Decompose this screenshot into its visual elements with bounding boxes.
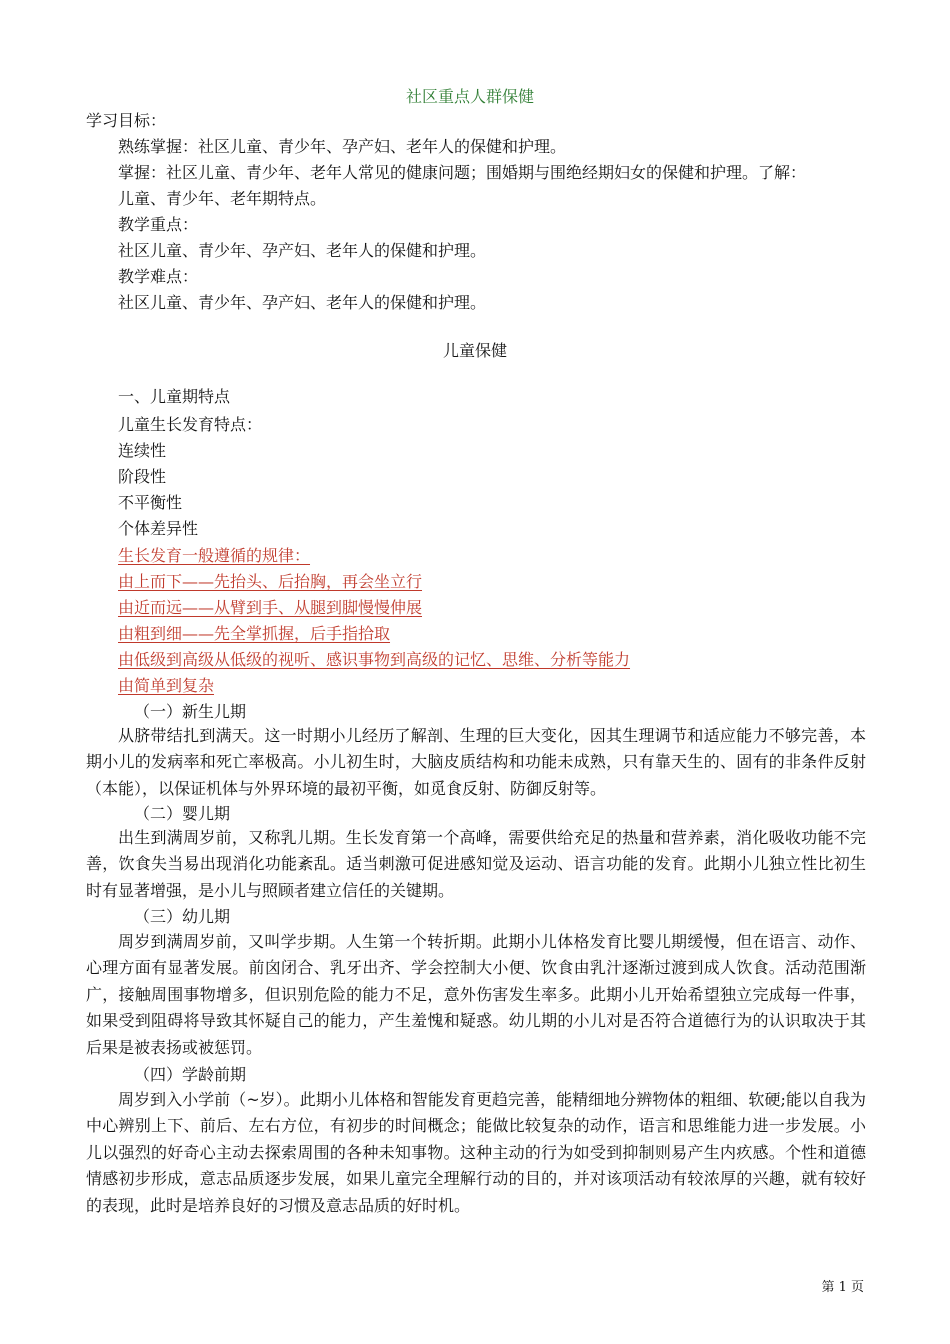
master-line: 熟练掌握：社区儿童、青少年、孕产妇、老年人的保健和护理。 <box>118 137 567 156</box>
period-paragraph: 周岁到满周岁前，又叫学步期。人生第一个转折期。此期小儿体格发育比婴儿期缓慢，但在语言、动作、心理方面有显著发展。前囟闭合、乳牙出齐、学会控制大小便、饮食由乳汁逐渐过渡到成人饮食。活动范围渐广，接触周围事物增多，但识别危险的能力不足，意外伤害发生率多。此期小儿开始希望独立完成每一件事，如果受到阻碍将导致其怀疑自己的能力，产生羞愧和疑惑。幼儿期的小儿对是否符合道德行为的认识取决于其后果是被表扬或被惩罚。 <box>86 932 866 1057</box>
objectives-label: 学习目标： <box>86 111 167 130</box>
grasp-line: 掌握：社区儿童、青少年、老年人常见的健康问题；围婚期与围绝经期妇女的保健和护理。了解： <box>118 163 807 182</box>
focus-text: 社区儿童、青少年、孕产妇、老年人的保健和护理。 <box>118 241 487 260</box>
focus-label: 教学重点： <box>118 215 199 234</box>
rule-link[interactable]: 由粗到细——先全掌抓握，后手指拾取 <box>118 624 391 643</box>
document-title: 社区重点人群保健 <box>406 87 535 106</box>
period-heading: （一）新生儿期 <box>134 702 247 721</box>
rule-link[interactable]: 由近而远——从臂到手、从腿到脚慢慢伸展 <box>118 598 423 617</box>
difficulty-label: 教学难点： <box>118 267 199 286</box>
rule-link[interactable]: 由简单到复杂 <box>118 676 215 695</box>
difficulty-text: 社区儿童、青少年、孕产妇、老年人的保健和护理。 <box>118 293 487 312</box>
period-heading: （四）学龄前期 <box>134 1065 247 1084</box>
trait-item: 个体差异性 <box>118 519 199 538</box>
period-paragraph: 从脐带结扎到满天。这一时期小儿经历了解剖、生理的巨大变化，因其生理调节和适应能力不够完善，本期小儿的发病率和死亡率极高。小儿初生时，大脑皮质结构和功能未成熟，只有靠天生的、固有的非条件反射（本能），以保证机体与外界环境的最初平衡，如觅食反射、防御反射等。 <box>86 726 866 798</box>
section-heading: 一、儿童期特点 <box>118 387 231 406</box>
growth-heading: 儿童生长发育特点： <box>118 415 263 434</box>
period-paragraph: 出生到满周岁前，又称乳儿期。生长发育第一个高峰，需要供给充足的热量和营养素，消化吸收功能不完善，饮食失当易出现消化功能紊乱。适当刺激可促进感知觉及运动、语言功能的发育。此期小儿独立性比初生时有显著增强，是小儿与照顾者建立信任的关键期。 <box>86 828 866 900</box>
rule-heading-link[interactable]: 生长发育一般遵循的规律： <box>118 546 311 565</box>
section-title: 儿童保健 <box>443 341 508 360</box>
rule-link[interactable]: 由低级到高级从低级的视听、感识事物到高级的记忆、思维、分析等能力 <box>118 650 631 669</box>
rule-link[interactable]: 由上而下——先抬头、后抬胸，再会坐立行 <box>118 572 423 591</box>
period-heading: （三）幼儿期 <box>134 907 231 926</box>
trait-item: 不平衡性 <box>118 493 183 512</box>
trait-item: 连续性 <box>118 441 167 460</box>
period-paragraph: 周岁到入小学前（~岁）。此期小儿体格和智能发育更趋完善，能精细地分辨物体的粗细、软硬;能以自我为中心辨别上下、前后、左右方位，有初步的时间概念；能做比较复杂的动作，语言和思维能力进一步发展。小儿以强烈的好奇心主动去探索周围的各种未知事物。这种主动的行为如受到抑制则易产生内疚感。个性和道德情感初步形成，意志品质逐步发展，如果儿童完全理解行动的目的，并对该项活动有较浓厚的兴趣，就有较好的表现，此时是培养良好的习惯及意志品质的好时机。 <box>86 1090 866 1215</box>
understand-line: 儿童、青少年、老年期特点。 <box>118 189 327 208</box>
period-heading: （二）婴儿期 <box>134 804 231 823</box>
page-number: 第 1 页 <box>821 1280 864 1295</box>
trait-item: 阶段性 <box>118 467 167 486</box>
